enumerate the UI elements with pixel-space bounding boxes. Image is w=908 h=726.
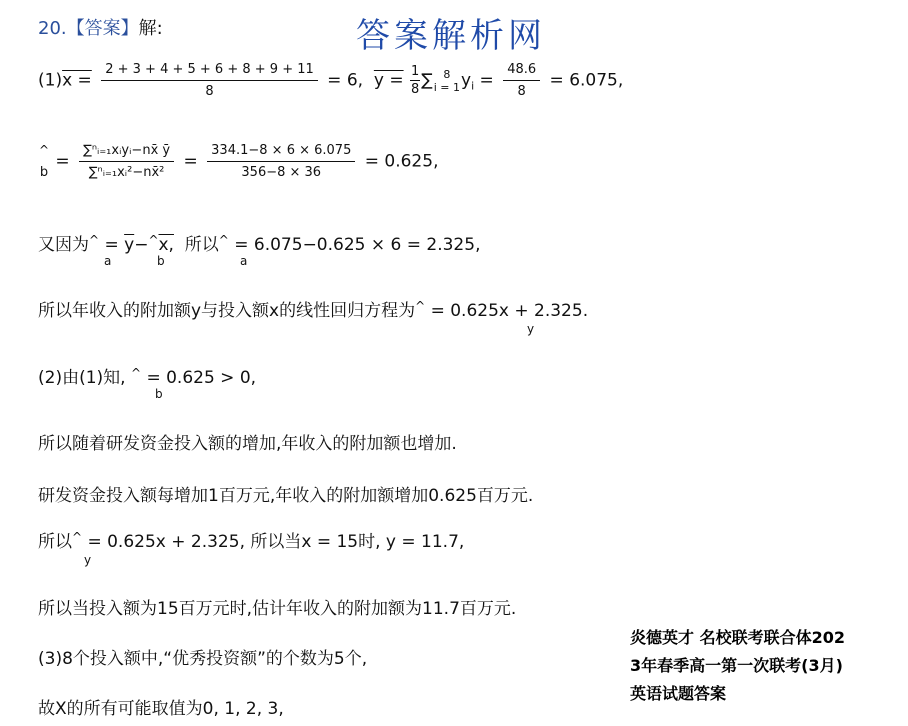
part1-label: (1) (38, 70, 63, 91)
ybar-lhs: y = (373, 70, 404, 91)
under-a1: a (104, 254, 112, 268)
values-line: 故X的所有可能取值为0, 1, 2, 3, (38, 699, 284, 719)
answer-tag: 【答案】 (66, 18, 139, 39)
footer-caption (630, 624, 845, 708)
prediction-line: 所以^ = 0.625x + 2.325, 所以当x = 15时, y = 11.7, (38, 530, 465, 552)
ybar-numerator: 48.6 (503, 62, 540, 81)
b-symbolic-fraction (79, 143, 174, 180)
ybar-coef-den: 8 (410, 82, 420, 97)
xbar-result: = 6, (327, 70, 364, 91)
footer-line-1: 炎德英才 名校联考联合体202 (630, 628, 845, 647)
b-symbolic-denominator: ∑ⁿᵢ₌₁xᵢ²−nx̄² (88, 165, 165, 180)
ybar-eq: = (479, 70, 494, 91)
b-symbolic-numerator: ∑ⁿᵢ₌₁xᵢyᵢ−nx̄ ȳ (79, 143, 174, 162)
b-numeric-numerator: 334.1−8 × 6 × 6.075 (207, 143, 355, 162)
estimate-line: 所以当投入额为15百万元时,估计年收入的附加额为11.7百万元. (38, 599, 517, 619)
b-numeric-denominator: 356−8 × 36 (241, 165, 322, 180)
question-header (38, 14, 163, 40)
under-y-prediction: y (84, 553, 92, 567)
b-numeric-fraction (207, 143, 355, 180)
under-a2: a (240, 254, 248, 268)
watermark-logo: 答案解析网 (356, 16, 546, 56)
b-hat-symbol: ^ b (38, 142, 50, 180)
ybar-y-sub: i (471, 79, 475, 93)
sum-limits (434, 68, 460, 94)
xbar-numerator: 2 + 3 + 4 + 5 + 6 + 8 + 9 + 11 (101, 62, 318, 81)
ybar-y: y (461, 70, 472, 91)
increase-line: 所以随着研发资金投入额的增加,年收入的附加额也增加. (38, 434, 457, 454)
b-eq1: = (55, 151, 70, 172)
xbar-denominator: 8 (205, 84, 214, 99)
sum-top: 8 (443, 67, 451, 81)
footer-line-2: 3年春季高一第一次联考(3月) (630, 656, 843, 675)
b-result: = 0.625, (364, 151, 439, 172)
intercept-line: 又因为$^{\^{}} = \overline{y}-^{\^{}}x$, 所以^ = 6.075−0.625 × 6 = 2.325, (38, 233, 481, 255)
regression-equation-line: 所以年收入的附加额y与投入额x的线性回归方程为^ = 0.625x + 2.325. (38, 299, 589, 321)
sum-bottom: i = 1 (433, 80, 460, 94)
mean-equation-line (38, 62, 623, 99)
ybar-fraction (503, 62, 540, 99)
under-b-part2: b (155, 387, 163, 401)
slope-formula-line (38, 143, 438, 180)
b-eq2: = (183, 151, 198, 172)
increment-line: 研发资金投入额每增加1百万元,年收入的附加额增加0.625百万元. (38, 486, 534, 506)
under-b: b (157, 254, 165, 268)
xbar-lhs: x = (62, 70, 92, 91)
xbar-fraction (101, 62, 318, 99)
part2-line: (2)由(1)知, ^ = 0.625 > 0, (38, 366, 257, 388)
sum-symbol: ∑ (421, 70, 433, 91)
part3-line: (3)8个投入额中,“优秀投资额”的个数为5个, (38, 649, 368, 669)
ybar-coef-num: 1 (410, 64, 420, 79)
footer-line-3: 英语试题答案 (630, 684, 727, 703)
ybar-denominator: 8 (517, 84, 526, 99)
solution-label: 解: (138, 18, 163, 39)
question-number: 20. (38, 18, 67, 39)
under-y-regression: y (527, 322, 535, 336)
ybar-coefficient (410, 64, 420, 97)
ybar-result: = 6.075, (549, 70, 624, 91)
